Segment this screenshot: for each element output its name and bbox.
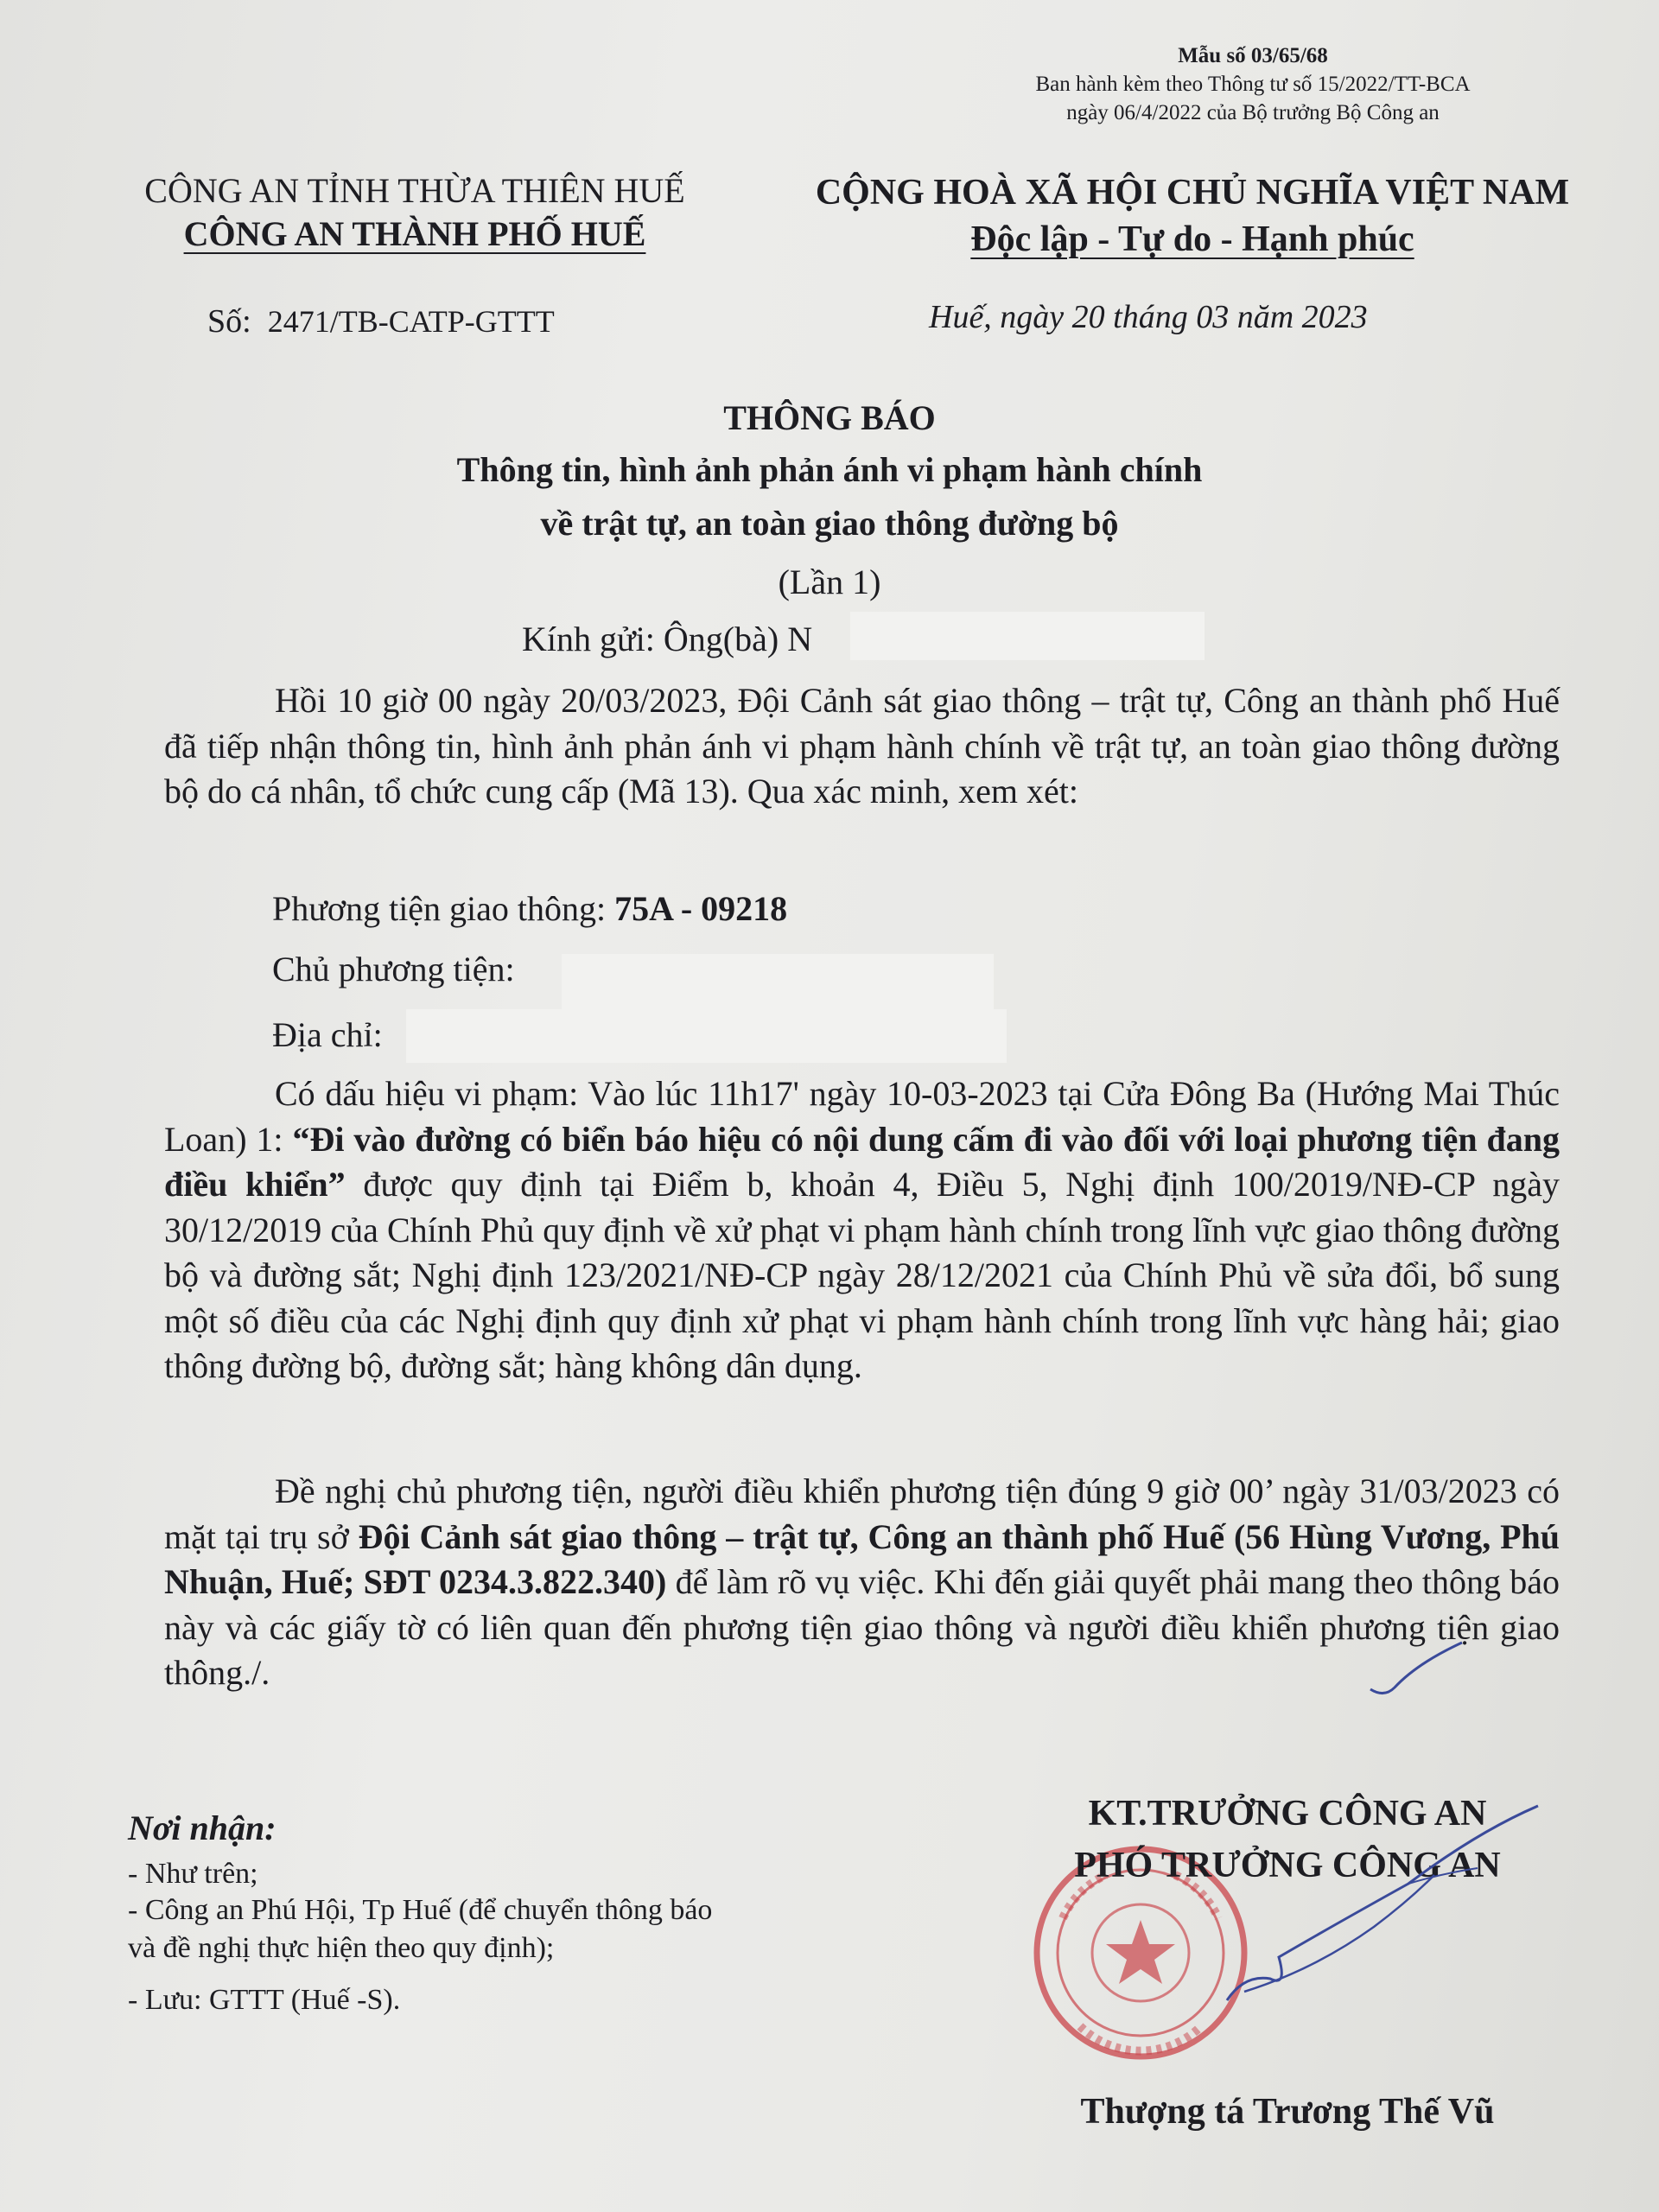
vehicle-plate: 75A - 09218 bbox=[614, 889, 788, 928]
request-office: Đội Cảnh sát giao thông – trật tự, Công an thành phố Huế (56 Hùng Vương, Phú Nhuận, Huế; SĐT 0234.3.822.340) bbox=[164, 1516, 1560, 1601]
document-subtitle-1: Thông tin, hình ảnh phản ánh vi phạm hành chính bbox=[456, 450, 1203, 489]
violation-description: “Đi vào đường có biển báo hiệu có nội dung cấm đi vào đối với loại phương tiện đang điều khiển” bbox=[164, 1119, 1560, 1204]
form-number: Mẫu số 03/65/68 bbox=[1178, 44, 1328, 67]
document-title: THÔNG BÁO bbox=[723, 398, 936, 437]
recipient-line bbox=[522, 619, 812, 659]
document-subtitle-2: về trật tự, an toàn giao thông đường bộ bbox=[540, 504, 1119, 543]
document-number bbox=[207, 302, 555, 340]
document-round: (Lần 1) bbox=[778, 563, 881, 601]
violation-paragraph: Có dấu hiệu vi phạm: Vào lúc 11h17' ngày 10-03-2023 tại Cửa Đông Ba (Hướng Mai Thúc Loan) 1: “Đi vào đường có biển báo hiệu có nội dung cấm đi vào đối với loại phương tiện đang điều khiển” được quy định tại Điểm b, khoản 4, Điều 5, Nghị định 100/2019/NĐ-CP ngày 30/12/2019 của Chính Phủ quy định về xử phạt vi phạm hành chính trong lĩnh vực giao thông đường bộ và đường sắt; Nghị định 123/2021/NĐ-CP ngày 28/12/2021 của Chính Phủ về sửa đổi, bổ sung một số điều của các Nghị định quy định xử phạt vi phạm hành chính trong lĩnh vực hàng hải; giao thông đường bộ, đường sắt; hàng không dân dụng. bbox=[164, 1074, 1560, 1385]
vehicle-line bbox=[272, 888, 787, 929]
signer-name: Thượng tá Trương Thế Vũ bbox=[1080, 2092, 1495, 2132]
form-issued-by: Ban hành kèm theo Thông tư số 15/2022/TT-BCA bbox=[1035, 73, 1471, 96]
checkmark-annotation bbox=[1365, 1637, 1469, 1707]
handwritten-signature bbox=[1192, 1771, 1590, 2039]
agency-parent: CÔNG AN TỈNH THỪA THIÊN HUẾ bbox=[144, 171, 685, 210]
vehicle-label: Phương tiện giao thông: bbox=[272, 889, 607, 928]
recipients-title: Nơi nhận: bbox=[128, 1808, 276, 1847]
owner-line bbox=[272, 949, 515, 989]
document-number-label: Số: bbox=[207, 303, 251, 340]
agency-header bbox=[104, 169, 726, 256]
form-reference bbox=[950, 41, 1555, 127]
recipient-label: Kính gửi: Ông(bà) bbox=[522, 620, 779, 658]
redaction-owner bbox=[562, 954, 994, 1009]
agency-name: CÔNG AN THÀNH PHỐ HUẾ bbox=[183, 214, 646, 253]
national-header bbox=[760, 169, 1624, 263]
document-number-value: 2471/TB-CATP-GTTT bbox=[267, 304, 555, 339]
recipient-item: - Công an Phú Hội, Tp Huế (để chuyển thông báo bbox=[128, 1894, 713, 1926]
redaction-address bbox=[406, 1009, 1007, 1063]
address-line bbox=[272, 1014, 383, 1055]
request-paragraph: Đề nghị chủ phương tiện, người điều khiển phương tiện đúng 9 giờ 00’ ngày 31/03/2023 có mặt tại trụ sở Đội Cảnh sát giao thông – trật tự, Công an thành phố Huế (56 Hùng Vương, Phú Nhuận, Huế; SĐT 0234.3.822.340) để làm rõ vụ việc. Khi đến giải quyết phải mang theo thông báo này và các giấy tờ có liên quan đến phương tiện giao thông và người điều khiển phương tiện giao thông./. bbox=[164, 1471, 1560, 1692]
recipient-item: và đề nghị thực hiện theo quy định); bbox=[128, 1932, 555, 1964]
redaction-recipient bbox=[850, 612, 1205, 660]
recipient-item: - Lưu: GTTT (Huế -S). bbox=[128, 1984, 401, 2016]
recipient-initial: N bbox=[787, 620, 813, 658]
address-label: Địa chỉ: bbox=[272, 1015, 383, 1054]
signature-title-1: KT.TRƯỞNG CÔNG AN bbox=[1088, 1794, 1487, 1834]
form-issued-date: ngày 06/4/2022 của Bộ trưởng Bộ Công an bbox=[1066, 101, 1440, 124]
intro-paragraph: Hồi 10 giờ 00 ngày 20/03/2023, Đội Cảnh sát giao thông – trật tự, Công an thành phố Huế đã tiếp nhận thông tin, hình ảnh phản ánh vi phạm hành chính về trật tự, an toàn giao thông đường bộ do cá nhân, tổ chức cung cấp (Mã 13). Qua xác minh, xem xét: bbox=[164, 681, 1560, 810]
national-title: CỘNG HOÀ XÃ HỘI CHỦ NGHĨA VIỆT NAM bbox=[815, 173, 1570, 213]
place-date: Huế, ngày 20 tháng 03 năm 2023 bbox=[929, 299, 1368, 335]
signature-title-2: PHÓ TRƯỞNG CÔNG AN bbox=[1074, 1846, 1501, 1885]
recipient-item: - Như trên; bbox=[128, 1858, 258, 1890]
owner-label: Chủ phương tiện: bbox=[272, 950, 515, 988]
national-motto: Độc lập - Tự do - Hạnh phúc bbox=[970, 219, 1414, 259]
